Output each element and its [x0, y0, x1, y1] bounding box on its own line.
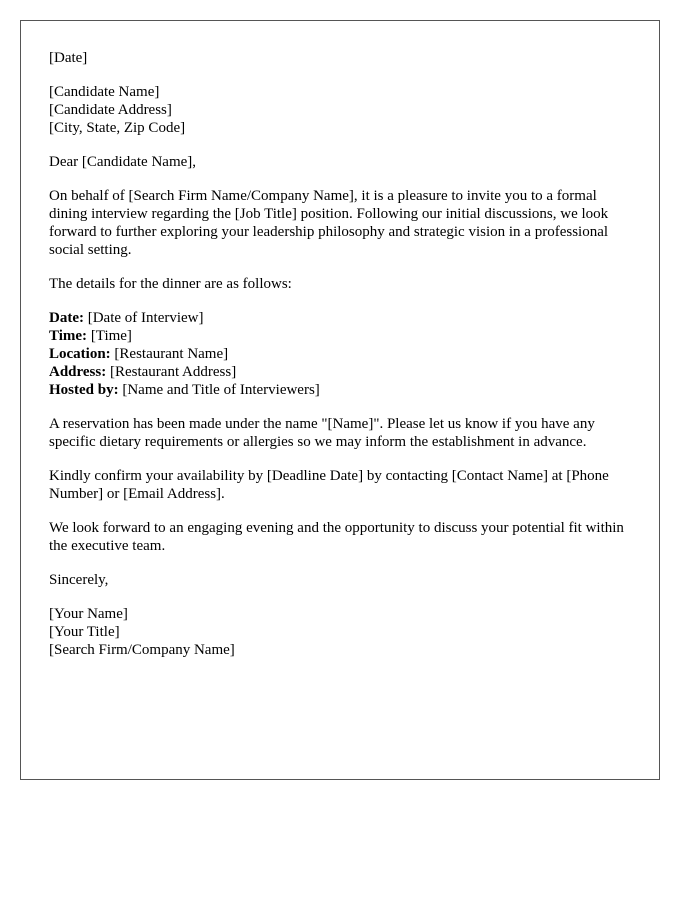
- detail-host-value: [Name and Title of Interviewers]: [118, 382, 320, 398]
- detail-date: [49, 309, 631, 327]
- detail-address-label: Address:: [49, 364, 107, 380]
- recipient-name: [Candidate Name]: [49, 84, 160, 100]
- salutation: Dear [Candidate Name],: [49, 154, 197, 170]
- recipient-city: [City, State, Zip Code]: [49, 120, 186, 136]
- detail-host-label: Hosted by:: [49, 382, 119, 398]
- details-block: [49, 309, 631, 399]
- sign-off: Sincerely,: [49, 572, 109, 588]
- letter-page: [20, 20, 660, 780]
- signature-company: [Search Firm/Company Name]: [49, 642, 235, 658]
- detail-location-value: [Restaurant Name]: [110, 346, 229, 362]
- detail-host: [49, 381, 631, 399]
- detail-date-value: [Date of Interview]: [83, 310, 204, 326]
- confirm-paragraph: Kindly confirm your availability by [Deadline Date] by contacting [Contact Name] at [Phone Number] or [Email Address].: [49, 468, 609, 502]
- recipient-address: [Candidate Address]: [49, 102, 172, 118]
- details-intro: The details for the dinner are as follows:: [49, 276, 292, 292]
- detail-time: [49, 327, 631, 345]
- signature-block: [49, 605, 631, 659]
- detail-time-value: [Time]: [87, 328, 132, 344]
- closing-paragraph: We look forward to an engaging evening and the opportunity to discuss your potential fit within the executive team.: [49, 520, 624, 554]
- reservation-paragraph: A reservation has been made under the name "[Name]". Please let us know if you have any specific dietary requirements or allergies so we may inform the establishment in advance.: [49, 416, 595, 450]
- detail-address-value: [Restaurant Address]: [106, 364, 237, 380]
- detail-time-label: Time:: [49, 328, 88, 344]
- recipient-block: [49, 83, 631, 137]
- detail-location: [49, 345, 631, 363]
- intro-paragraph: On behalf of [Search Firm Name/Company Name], it is a pleasure to invite you to a formal dining interview regarding the [Job Title] position. Following our initial discussions, we look forward to further exploring your leadership philosophy and strategic vision in a professional social setting.: [49, 188, 609, 258]
- detail-date-label: Date:: [49, 310, 84, 326]
- letter-date: [Date]: [49, 50, 88, 66]
- detail-location-label: Location:: [49, 346, 111, 362]
- signature-name: [Your Name]: [49, 606, 128, 622]
- signature-title: [Your Title]: [49, 624, 120, 640]
- detail-address: [49, 363, 631, 381]
